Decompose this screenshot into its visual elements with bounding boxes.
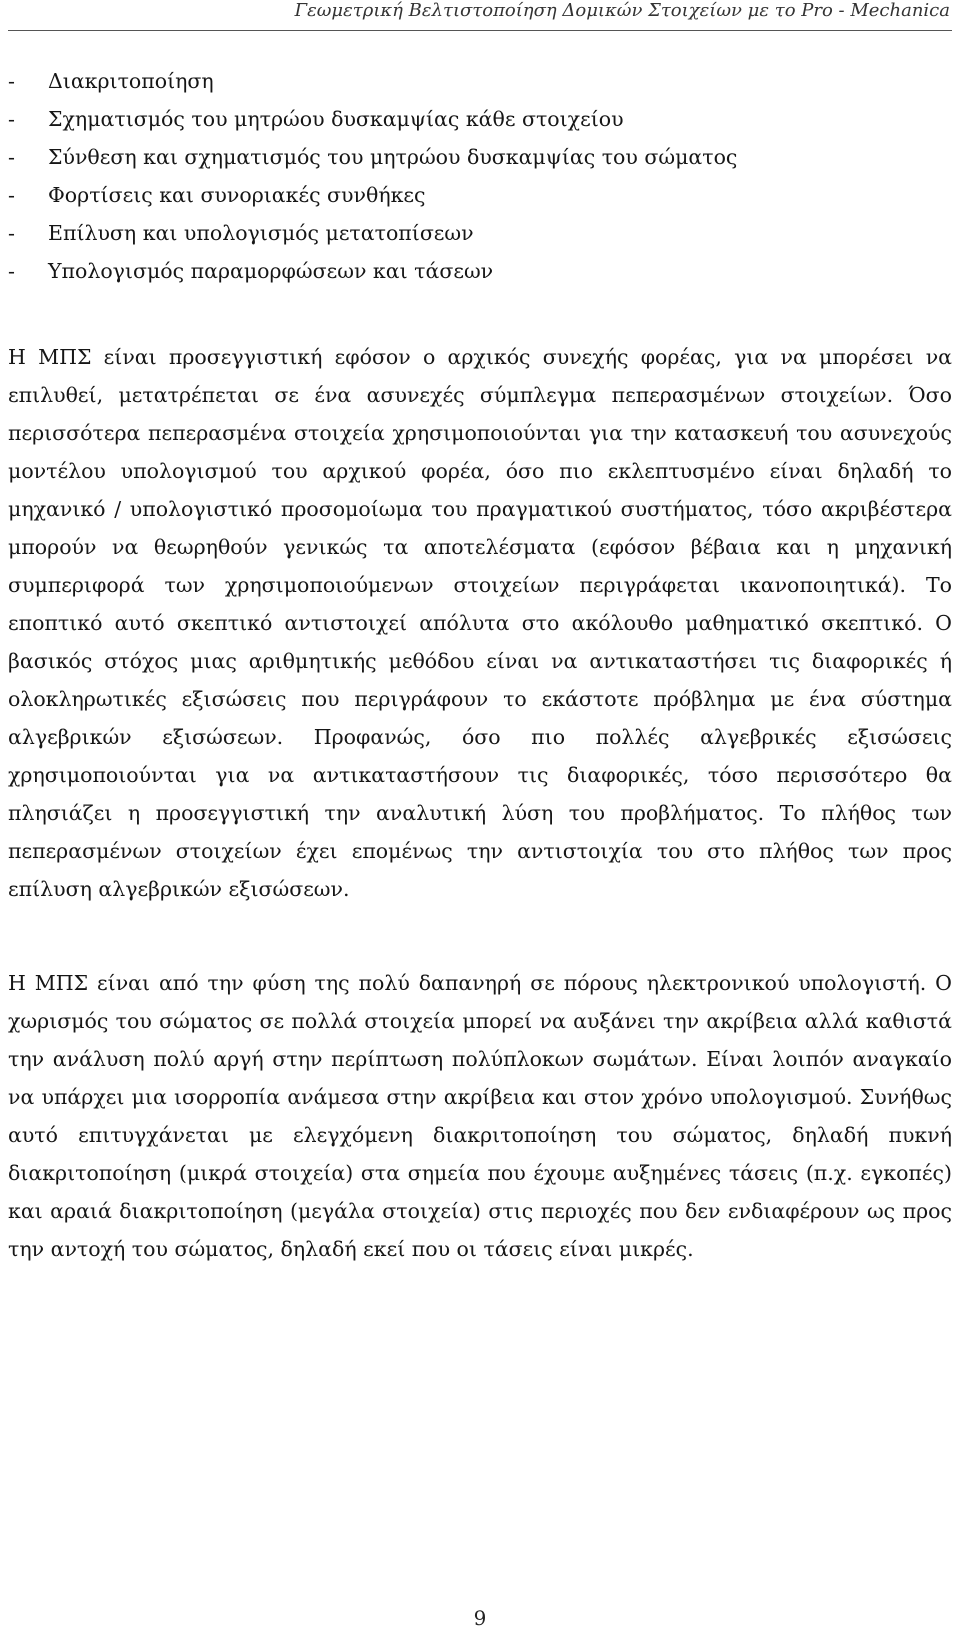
header-rule	[8, 30, 952, 31]
list-dash: -	[8, 145, 15, 169]
list-item	[8, 138, 952, 176]
body-paragraph: Η ΜΠΣ είναι από την φύση της πολύ δαπανηρή σε πόρους ηλεκτρονικού υπολογιστή. Ο χωρισμός του σώματος σε πολλά στοιχεία μπορεί να αυξάνει την ακρίβεια αλλά καθιστά την ανάλυση πολύ αργή στην περίπτωση πολύπλοκων σωμάτων. Είναι λοιπόν αναγκαίο να υπάρχει μια ισορροπία ανάμεσα στην ακρίβεια και στον χρόνο υπολογισμού. Συνήθως αυτό επιτυγχάνεται με ελεγχόμενη διακριτοποίηση του σώματος, δηλαδή πυκνή διακριτοποίηση (μικρά στοιχεία) στα σημεία που έχουμε αυξημένες τάσεις (π.χ. εγκοπές) και αραιά διακριτοποίηση (μεγάλα στοιχεία) στις περιοχές που δεν ενδιαφέρουν ως προς την αντοχή του σώματος, δηλαδή εκεί που οι τάσεις είναι μικρές.	[8, 971, 952, 1261]
list-item-text: Επίλυση και υπολογισμός μετατοπίσεων	[48, 221, 474, 245]
running-header: Γεωμετρική Βελτιστοποίηση Δομικών Στοιχείων με το Pro - Mechanica	[294, 0, 950, 21]
body-paragraph: Η ΜΠΣ είναι προσεγγιστική εφόσον ο αρχικός συνεχής φορέας, για να μπορέσει να επιλυθεί, μετατρέπεται σε ένα ασυνεχές σύμπλεγμα πεπερασμένων στοιχείων. Όσο περισσότερα πεπερασμένα στοιχεία χρησιμοποιούνται για την κατασκευή του ασυνεχούς μοντέλου υπολογισμού του αρχικού φορέα, όσο πιο εκλεπτυσμένο είναι δηλαδή το μηχανικό / υπολογιστικό προσομοίωμα του πραγματικού συστήματος, τόσο ακριβέστερα μπορούν να θεωρηθούν γενικώς τα αποτελέσματα (εφόσον βέβαια και η μηχανική συμπεριφορά των χρησιμοποιούμενων στοιχείων περιγράφεται ικανοποιητικά). Το εποπτικό αυτό σκεπτικό αντιστοιχεί απόλυτα στο ακόλουθο μαθηματικό σκεπτικό. Ο βασικός στόχος μιας αριθμητικής μεθόδου είναι να αντικαταστήσει τις διαφορικές ή ολοκληρωτικές εξισώσεις που περιγράφουν το εκάστοτε πρόβλημα με ένα σύστημα αλγεβρικών εξισώσεων. Προφανώς, όσο πιο πολλές αλγεβρικές εξισώσεις χρησιμοποιούνται για να αντικαταστήσουν τις διαφορικές, τόσο περισσότερο θα πλησιάζει η προσεγγιστική την αναλυτική λύση του προβλήματος. Το πλήθος των πεπερασμένων στοιχείων έχει επομένως την αντιστοιχία του στο πλήθος των προς επίλυση αλγεβρικών εξισώσεων.	[8, 345, 952, 901]
list-dash: -	[8, 259, 15, 283]
list-item	[8, 176, 952, 214]
list-item	[8, 214, 952, 252]
list-item-text: Φορτίσεις και συνοριακές συνθήκες	[48, 183, 426, 207]
list-item	[8, 252, 952, 290]
list-item-text: Σχηματισμός του μητρώου δυσκαμψίας κάθε στοιχείου	[48, 107, 624, 131]
list-dash: -	[8, 107, 15, 131]
list-dash: -	[8, 183, 15, 207]
list-dash: -	[8, 69, 15, 93]
list-dash: -	[8, 221, 15, 245]
page-number: 9	[473, 1606, 487, 1630]
list-item	[8, 62, 952, 100]
list-item-text: Σύνθεση και σχηματισμός του μητρώου δυσκαμψίας του σώματος	[48, 145, 738, 169]
page-content	[8, 62, 952, 1268]
list-item-text: Διακριτοποίηση	[48, 69, 214, 93]
list-item-text: Υπολογισμός παραμορφώσεων και τάσεων	[48, 259, 494, 283]
process-steps-list	[8, 62, 952, 290]
list-item	[8, 100, 952, 138]
